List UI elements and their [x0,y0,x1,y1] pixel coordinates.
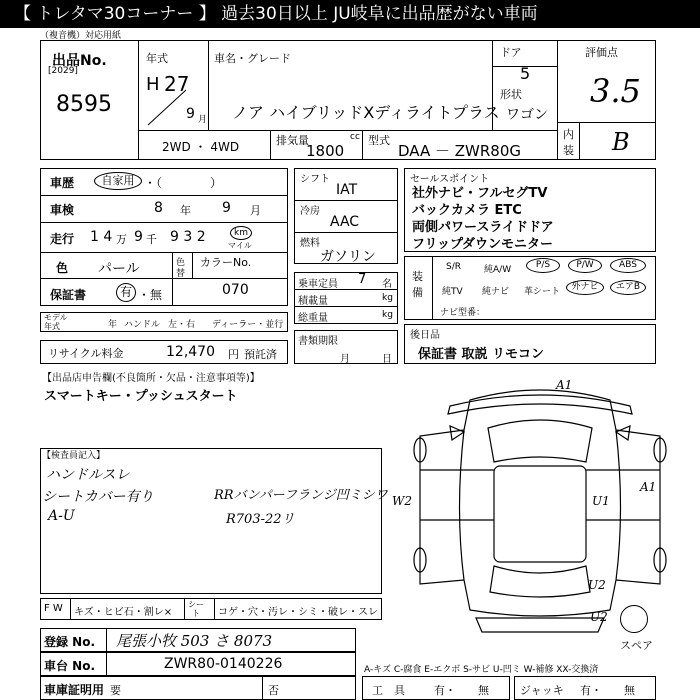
mileage-man: 1 4 [90,229,113,245]
score-value: 3.5 [590,72,641,110]
year-value: 27 [164,72,190,96]
car-name: ノア ハイブリッドXディライトプラス [232,103,500,122]
lot-label: 出品No. [52,53,107,69]
dealer-label: ディーラー・並行 [212,320,284,330]
model-year-label-2: 年式 [44,322,60,331]
history-value: 自家用 [94,172,142,190]
fw-value: キズ・ヒビ石・割レ× [74,607,173,618]
history-rest: ・（ ） [144,176,223,190]
gross-unit: kg [382,310,393,320]
equipment-label-2: 備 [412,286,423,299]
mileage-sen: 9 [134,229,143,245]
registration-label: 登録 No. [44,635,96,649]
cert-no: 否 [268,684,279,697]
mark-right-mid: U1 [592,494,610,508]
tools-label: 工 具 [372,684,405,697]
jack-label: ジャッキ [520,684,564,697]
color-change-label-2: 替 [176,269,186,279]
capacity-unit: 名 [382,279,392,290]
shape-value: ワゴン [506,107,548,123]
mileage-unit-km: km [230,226,252,240]
damage-legend: A-キズ C-腐食 E-エクボ S-サビ U-凹ミ W-補修 XX-交換済 [364,665,599,675]
car-diagram [380,370,700,660]
seat-label-1: シー [188,600,204,609]
sales-point-3: 両側パワースライドドア [412,220,554,235]
mark-right-top: A1 [640,480,657,494]
mark-rear-1: U2 [588,578,606,592]
accessories-label: 後日品 [410,330,440,341]
year-month: 9 [186,106,195,122]
inspector-note-5: R703-22リ [226,512,295,527]
sales-point-1: 社外ナビ・フルセグTV [412,186,548,201]
seller-notes-label: 【出品店申告欄(不良箇所・欠品・注意事項等)】 [42,373,260,384]
chassis-label: 車台 No. [44,659,96,673]
capacity-label: 乗車定員 [298,279,338,290]
jack-no: 無 [624,684,635,697]
handle-value: 左・右 [168,320,196,330]
model-year-unit: 年 [108,320,118,330]
car-label: 車名・グレード [214,52,291,65]
inspection-year: 8 [154,200,163,216]
subheader: （複音機）対応用紙 [40,31,122,41]
recycle-value: 12,470 [166,344,215,360]
fuel-value: ガソリン [320,249,376,265]
displacement-label: 排気量 [276,134,309,147]
inspector-note-2: シートカバー有り [42,489,154,505]
equip-pw: P/W [568,258,602,273]
color-no: 070 [222,282,249,298]
equip-ext-nav: 外ナビ [566,280,604,295]
inspector-note-3: A-U [48,508,75,524]
interior-label-2: 装 [563,144,574,157]
fuel-label: 燃料 [300,238,320,249]
spare-tire-icon [620,605,648,633]
doc-limit-unit-2: 日 [382,354,392,365]
displacement-unit: cc [350,132,360,142]
doors-value: 5 [520,64,531,83]
equip-aw: 純A/W [484,265,512,275]
recycle-unit: 円 [228,348,239,361]
tools-no: 無 [478,684,489,697]
equip-tv: 純TV [442,287,463,297]
drive-value: 2WD ・ 4WD [162,140,240,154]
year-era: H [146,74,160,95]
year-label: 年式 [146,52,168,65]
model-year-label-1: モデル [44,313,68,322]
inspector-note-4: RRバンパーフランジ凹ミシワ [214,488,388,503]
inspector-note-1: ハンドルスレ [46,467,130,483]
model-label: 型式 [368,134,390,147]
cert-label: 車庫証明用 [44,683,105,697]
mileage-unit-mile: マイル [228,241,252,250]
fw-label: F W [44,603,63,614]
equip-nav: 純ナビ [482,287,510,297]
doc-limit-unit: 月 [340,354,350,365]
sales-point-4: フリップダウンモニター [412,237,554,252]
seat-value: コゲ・穴・汚レ・シミ・破レ・スレ [218,607,378,618]
aircon-label: 冷房 [300,206,320,217]
mark-rear-2: U2 [590,610,608,624]
history-label: 車歴 [50,176,75,190]
mileage-sen-unit: 千 [146,233,157,246]
interior-value: B [612,128,630,156]
shift-value: IAT [336,182,358,198]
jack-yes: 有・ [580,684,602,697]
handle-label: ハンドル [124,320,161,330]
equipment-label-1: 装 [412,270,423,283]
inspection-month-unit: 月 [250,204,261,217]
capacity-value: 7 [358,272,367,287]
mileage-rest: 9 3 2 [170,229,206,245]
mileage-man-unit: 万 [116,233,127,246]
load-unit: kg [382,293,393,303]
lot-code: [2029] [48,66,78,76]
load-label: 積載量 [298,296,328,307]
registration-value: 尾張小牧 503 さ 8073 [116,632,273,650]
recycle-label: リサイクル料金 [48,347,124,360]
chassis-value: ZWR80-0140226 [164,656,283,672]
shift-label: シフト [300,174,330,185]
inspection-month: 9 [222,200,231,216]
equip-sr: S/R [446,262,461,272]
interior-label-1: 内 [563,128,574,141]
aircon-value: AAC [330,214,360,230]
equip-ps: P/S [526,258,560,273]
lot-number: 8595 [56,92,112,117]
warranty-label: 保証書 [50,288,87,302]
banner: 【 トレタマ30コーナー 】 過去30日以上 JU岐阜に出品歴がない車両 [0,0,700,28]
year-month-unit: 月 [198,115,208,125]
tools-yes: 有・ [434,684,456,697]
mark-left: W2 [392,494,412,508]
gross-label: 総重量 [298,313,328,324]
doors-label: ドア [500,46,522,59]
seat-label-2: ト [192,609,200,618]
color-label: 色 [56,261,69,275]
warranty-no: ・無 [138,288,163,302]
warranty-yes: 有 [116,283,136,302]
inspection-year-unit: 年 [180,204,191,217]
accessories-value: 保証書 取説 リモコン [418,347,545,362]
equip-abs: ABS [610,258,646,273]
inspection-label: 車検 [50,203,75,217]
color-value: パール [98,261,140,277]
seller-notes-value: スマートキー・プッシュスタート [44,389,238,404]
mileage-label: 走行 [50,232,75,246]
sales-points-label: セールスポイント [410,174,490,185]
doc-limit-label: 書類期限 [298,336,338,347]
sales-point-2: バックカメラ ETC [412,203,522,218]
inspector-label: 【検査員記入】 [42,451,106,461]
score-label: 評価点 [585,46,618,59]
color-no-label: カラーNo. [200,256,252,269]
spare-label: スペア [620,639,653,652]
nav-model-label: ナビ型番： [440,308,486,318]
mark-top: A1 [556,378,573,392]
equip-airbag: エアB [610,280,646,295]
color-change-label-1: 色 [176,258,186,268]
model-value: DAA － ZWR80G [398,142,522,160]
shape-label: 形状 [500,88,522,101]
cert-yes: 要 [110,684,121,697]
equip-leather: 革シート [524,287,561,297]
recycle-note: 預託済 [244,348,277,361]
displacement-value: 1800 [306,142,345,160]
